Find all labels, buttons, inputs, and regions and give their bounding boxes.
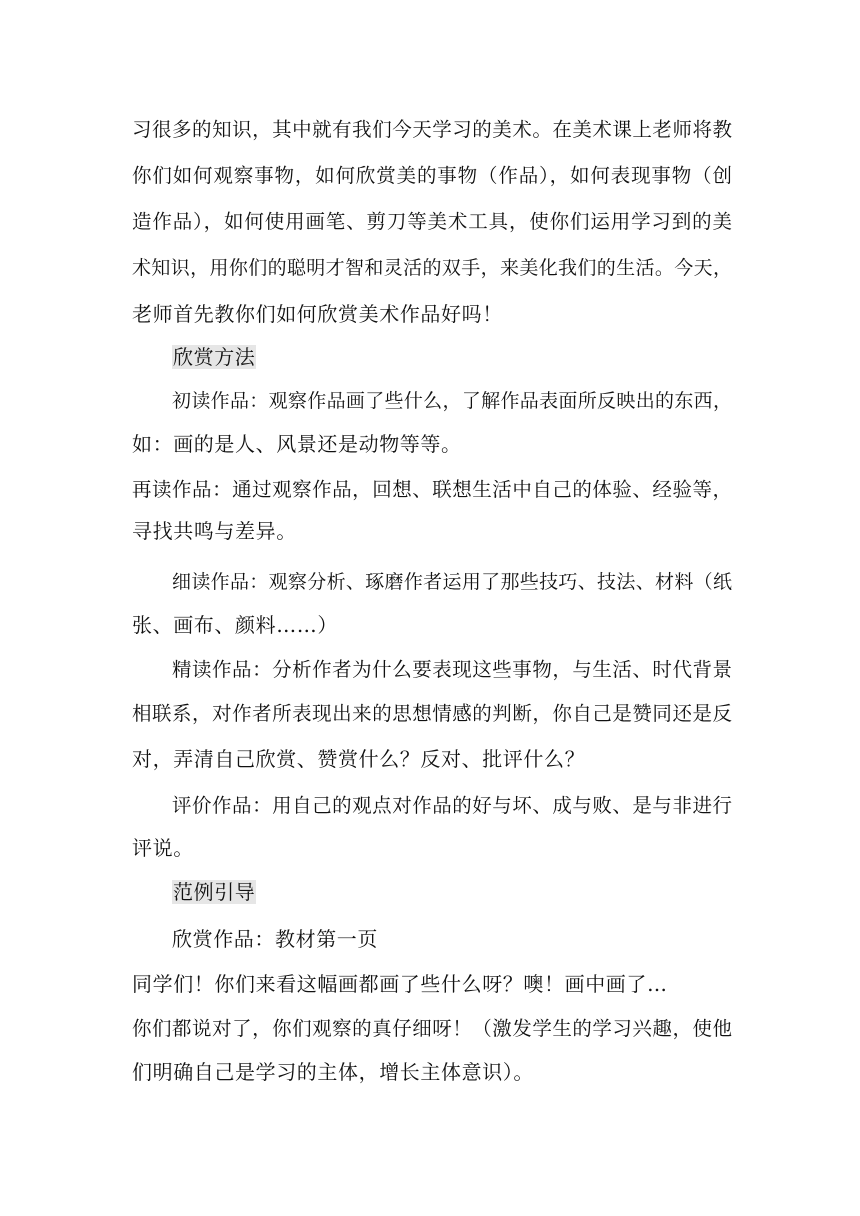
section-heading-example-text: 范例引导 (173, 880, 256, 904)
intro-line-1: 习很多的知识，其中就有我们今天学习的美术。在美术课上老师将教 (132, 118, 732, 141)
intro-line-3: 造作品），如何使用画笔、剪刀等美术工具，使你们运用学习到的美 (132, 210, 732, 233)
evaluate-line-1: 评价作品：用自己的观点对作品的好与坏、成与败、是与非进行 (172, 794, 732, 817)
first-read-line-1: 初读作品：观察作品画了些什么，了解作品表面所反映出的东西， (172, 390, 732, 412)
detail-read-line-2: 张、画布、颜料……） (132, 613, 338, 637)
evaluate-line-2: 评说。 (132, 836, 194, 860)
detail-read-line-1: 细读作品：观察分析、琢磨作者运用了那些技巧、技法、材料（纸 (172, 571, 732, 593)
intensive-read-line-2: 相联系，对作者所表现出来的思想情感的判断，你自己是赞同还是反 (132, 702, 732, 725)
intro-line-4: 术知识，用你们的聪明才智和灵活的双手，来美化我们的生活。今天， (132, 257, 732, 279)
second-read-line-1: 再读作品：通过观察作品，回想、联想生活中自己的体验、经验等， (132, 478, 732, 501)
example-praise-line-2: 们明确自己是学习的主体，增长主体意识）。 (132, 1060, 534, 1084)
intensive-read-line-3: 对，弄清自己欣赏、赞赏什么？反对、批评什么？ (132, 747, 586, 771)
example-question: 同学们！你们来看这幅画都画了些什么呀？噢！画中画了… (132, 972, 668, 996)
intro-line-2: 你们如何观察事物，如何欣赏美的事物（作品），如何表现事物（创 (132, 164, 732, 187)
example-praise-line-1: 你们都说对了，你们观察的真仔细呀！（激发学生的学习兴趣，使他 (132, 1017, 732, 1040)
intro-line-5: 老师首先教你们如何欣赏美术作品好吗！ (132, 302, 503, 326)
section-heading-methods (172, 341, 732, 373)
first-read-line-2: 如：画的是人、风景还是动物等等。 (132, 432, 462, 456)
intensive-read-line-1: 精读作品：分析作者为什么要表现这些事物，与生活、时代背景 (172, 658, 732, 681)
second-read-line-2: 寻找共鸣与差异。 (132, 519, 297, 543)
section-heading-methods-text: 欣赏方法 (173, 345, 256, 369)
example-appreciate: 欣赏作品：教材第一页 (172, 927, 378, 951)
section-heading-example (172, 876, 732, 908)
